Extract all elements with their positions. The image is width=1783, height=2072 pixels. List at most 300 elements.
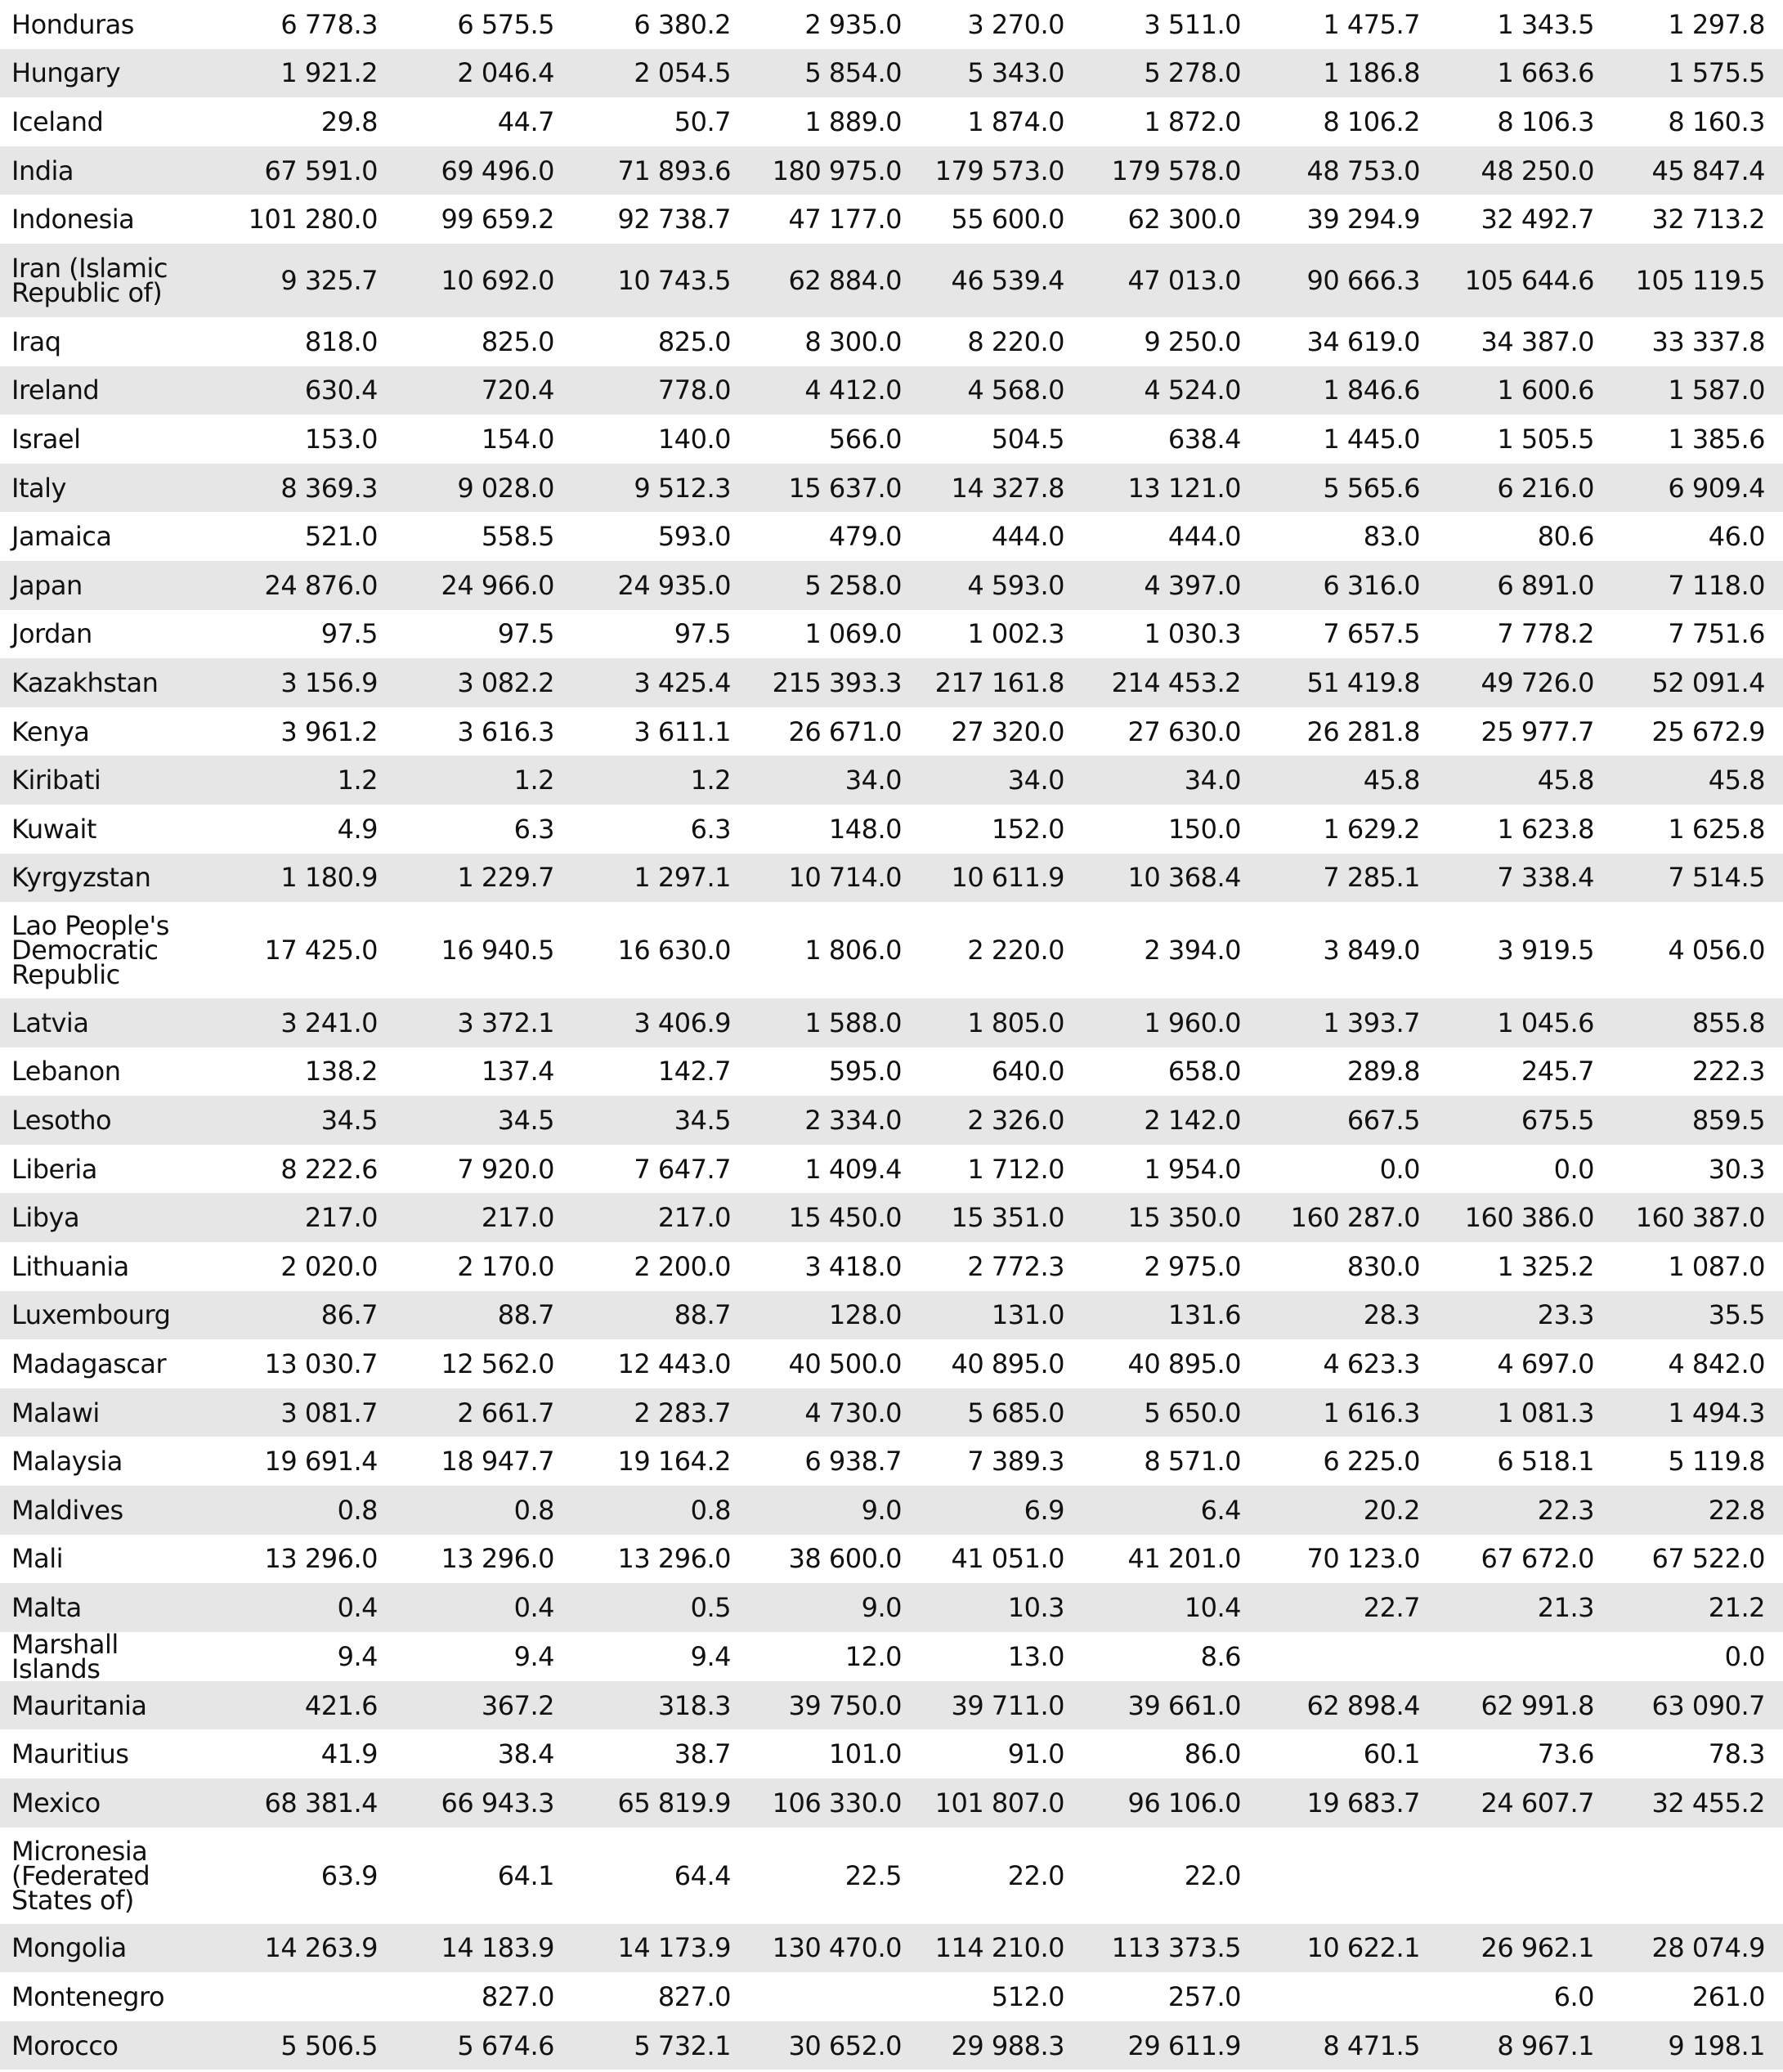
value-cell: 55 600.0 <box>951 204 1064 235</box>
value-cell: 22.7 <box>1259 1583 1438 1632</box>
value-cell: 214 453.2 <box>1082 658 1259 707</box>
value-cell: 15 351.0 <box>920 1193 1082 1242</box>
value-cell: 12.0 <box>844 1640 902 1672</box>
value-cell: 10 368.4 <box>1082 854 1259 903</box>
value-cell: 49 726.0 <box>1438 658 1612 707</box>
value-cell: 9.4 <box>337 1640 378 1672</box>
value-cell: 20.2 <box>1259 1486 1438 1535</box>
value-cell: 179 573.0 <box>920 146 1082 195</box>
value-cell: 1 069.0 <box>804 618 902 650</box>
value-cell: 3 919.5 <box>1497 935 1594 966</box>
value-cell: 97.5 <box>674 618 731 650</box>
value-cell: 13 296.0 <box>617 1543 731 1575</box>
value-cell: 46.0 <box>1708 521 1765 553</box>
value-cell: 131.6 <box>1082 1291 1259 1340</box>
value-cell: 7 389.3 <box>967 1446 1064 1478</box>
value-cell: 19 683.7 <box>1259 1778 1438 1828</box>
table-row <box>0 854 1783 903</box>
value-cell: 40 500.0 <box>788 1348 902 1380</box>
value-cell: 4 697.0 <box>1497 1348 1594 1380</box>
table-row <box>0 1828 1783 1924</box>
value-cell: 3 270.0 <box>967 8 1064 40</box>
country-cell: Israel <box>11 423 81 455</box>
value-cell <box>1612 1828 1783 1924</box>
value-cell: 138.2 <box>304 1056 378 1088</box>
value-cell: 22.8 <box>1612 1486 1783 1535</box>
value-cell: 22.5 <box>844 1859 902 1891</box>
value-cell: 67 522.0 <box>1651 1543 1765 1575</box>
value-cell: 2 283.7 <box>572 1388 749 1437</box>
value-cell: 51 419.8 <box>1259 658 1438 707</box>
value-cell: 2 220.0 <box>967 935 1064 966</box>
value-cell: 0.5 <box>572 1583 749 1632</box>
value-cell: 830.0 <box>1346 1250 1420 1282</box>
value-cell: 62 991.8 <box>1438 1681 1612 1730</box>
value-cell: 1 475.7 <box>1323 8 1420 40</box>
country-cell: Lithuania <box>11 1250 129 1282</box>
value-cell: 825.0 <box>481 325 554 357</box>
value-cell: 1 623.8 <box>1497 813 1594 845</box>
value-cell: 26 281.8 <box>1306 715 1420 747</box>
value-cell: 153.0 <box>304 423 378 455</box>
country-cell: Mongolia <box>0 1924 222 1973</box>
value-cell: 5 278.0 <box>1082 49 1259 98</box>
value-cell: 4 524.0 <box>1082 366 1259 415</box>
country-cell: India <box>0 146 222 195</box>
country-cell: Lebanon <box>11 1056 121 1088</box>
value-cell: 0.8 <box>572 1486 749 1535</box>
value-cell: 25 672.9 <box>1651 715 1765 747</box>
value-cell: 29 611.9 <box>1082 2021 1259 2070</box>
value-cell: 44.7 <box>497 105 554 137</box>
value-cell: 566.0 <box>828 423 902 455</box>
value-cell: 289.8 <box>1346 1056 1420 1088</box>
value-cell: 8 369.3 <box>222 464 396 513</box>
value-cell: 10 692.0 <box>396 244 572 317</box>
value-cell: 1 325.2 <box>1497 1250 1594 1282</box>
value-cell: 2 326.0 <box>920 1096 1082 1145</box>
value-cell: 150.0 <box>1167 813 1241 845</box>
value-cell: 71 893.6 <box>572 146 749 195</box>
value-cell: 65 819.9 <box>572 1778 749 1828</box>
value-cell: 131.0 <box>920 1291 1082 1340</box>
value-cell: 7 285.1 <box>1259 854 1438 903</box>
value-cell: 32 455.2 <box>1612 1778 1783 1828</box>
value-cell: 9 512.3 <box>572 464 749 513</box>
value-cell: 1 087.0 <box>1668 1250 1765 1282</box>
value-cell: 35.5 <box>1612 1291 1783 1340</box>
value-cell: 15 637.0 <box>749 464 920 513</box>
value-cell: 13 121.0 <box>1082 464 1259 513</box>
value-cell: 658.0 <box>1167 1056 1241 1088</box>
value-cell: 88.7 <box>572 1291 749 1340</box>
value-cell: 1 002.3 <box>967 618 1064 650</box>
value-cell: 34 387.0 <box>1481 325 1594 357</box>
country-cell: Mauritania <box>0 1681 222 1730</box>
value-cell: 1 616.3 <box>1259 1388 1438 1437</box>
value-cell: 101.0 <box>828 1738 902 1770</box>
value-cell: 39 661.0 <box>1082 1681 1259 1730</box>
table-row <box>0 1291 1783 1340</box>
value-cell: 675.5 <box>1438 1096 1612 1145</box>
value-cell: 558.5 <box>481 521 554 553</box>
value-cell: 1 393.7 <box>1259 998 1438 1047</box>
value-cell: 8 967.1 <box>1438 2021 1612 2070</box>
value-cell: 1 663.6 <box>1438 49 1612 98</box>
value-cell: 10 743.5 <box>572 244 749 317</box>
value-cell: 855.8 <box>1612 998 1783 1047</box>
value-cell: 2 046.4 <box>396 49 572 98</box>
value-cell: 1 343.5 <box>1497 8 1594 40</box>
value-cell: 73.6 <box>1537 1738 1594 1770</box>
value-cell: 14 327.8 <box>920 464 1082 513</box>
value-cell: 5 674.6 <box>396 2021 572 2070</box>
value-cell: 479.0 <box>828 521 902 553</box>
value-cell: 130 470.0 <box>749 1924 920 1973</box>
value-cell: 7 118.0 <box>1612 561 1783 610</box>
value-cell: 63.9 <box>320 1859 378 1891</box>
value-cell: 13.0 <box>1007 1640 1064 1672</box>
value-cell: 1 385.6 <box>1668 423 1765 455</box>
country-cell: Latvia <box>0 998 222 1047</box>
value-cell: 8 160.3 <box>1668 105 1765 137</box>
value-cell: 18 947.7 <box>441 1446 554 1478</box>
value-cell: 2 334.0 <box>749 1096 920 1145</box>
value-cell: 7 514.5 <box>1612 854 1783 903</box>
country-cell: Jamaica <box>11 521 112 553</box>
value-cell: 14 173.9 <box>572 1924 749 1973</box>
value-cell: 1 297.1 <box>572 854 749 903</box>
value-cell: 504.5 <box>991 423 1064 455</box>
value-cell: 8 471.5 <box>1259 2021 1438 2070</box>
table-row <box>0 1486 1783 1535</box>
value-cell: 3 156.9 <box>222 658 396 707</box>
value-cell: 1 629.2 <box>1323 813 1420 845</box>
value-cell: 1 297.8 <box>1668 8 1765 40</box>
value-cell: 1 806.0 <box>804 935 902 966</box>
value-cell: 5 506.5 <box>222 2021 396 2070</box>
value-cell: 1 921.2 <box>222 49 396 98</box>
table-row <box>0 97 1783 146</box>
value-cell: 86.7 <box>222 1291 396 1340</box>
country-cell: Luxembourg <box>0 1291 222 1340</box>
value-cell: 24 966.0 <box>396 561 572 610</box>
value-cell: 86.0 <box>1184 1738 1241 1770</box>
value-cell: 2 054.5 <box>572 49 749 98</box>
value-cell: 10 611.9 <box>920 854 1082 903</box>
table-row <box>0 707 1783 756</box>
value-cell: 5 854.0 <box>749 49 920 98</box>
value-cell: 12 562.0 <box>441 1348 554 1380</box>
value-cell: 13 296.0 <box>441 1543 554 1575</box>
value-cell: 4 397.0 <box>1082 561 1259 610</box>
value-cell: 9 198.1 <box>1612 2021 1783 2070</box>
table-row <box>0 1972 1783 2021</box>
value-cell: 154.0 <box>481 423 554 455</box>
country-cell: Indonesia <box>11 204 135 235</box>
value-cell: 14 183.9 <box>396 1924 572 1973</box>
table-row <box>0 49 1783 98</box>
country-cell: Japan <box>0 561 222 610</box>
value-cell: 90 666.3 <box>1259 244 1438 317</box>
value-cell: 10 714.0 <box>749 854 920 903</box>
table-row <box>0 415 1783 464</box>
value-cell: 179 578.0 <box>1082 146 1259 195</box>
value-cell <box>1438 1632 1612 1681</box>
table-row <box>0 1729 1783 1778</box>
value-cell: 29.8 <box>320 105 378 137</box>
value-cell: 6 891.0 <box>1438 561 1612 610</box>
value-cell: 1 180.9 <box>222 854 396 903</box>
value-cell: 0.0 <box>1379 1153 1420 1185</box>
value-cell: 1 889.0 <box>804 105 902 137</box>
value-cell: 52 091.4 <box>1612 658 1783 707</box>
value-cell: 4 412.0 <box>749 366 920 415</box>
table-row <box>0 1339 1783 1388</box>
value-cell: 45.8 <box>1259 756 1438 805</box>
value-cell: 33 337.8 <box>1651 325 1765 357</box>
table-row <box>0 195 1783 244</box>
value-cell: 5 650.0 <box>1082 1388 1259 1437</box>
value-cell: 34.5 <box>572 1096 749 1145</box>
value-cell: 1 186.8 <box>1259 49 1438 98</box>
country-cell: Malawi <box>0 1388 222 1437</box>
value-cell: 25 977.7 <box>1481 715 1594 747</box>
value-cell: 818.0 <box>304 325 378 357</box>
table-row <box>0 2021 1783 2070</box>
country-cell: Malta <box>0 1583 222 1632</box>
country-cell: Marshall Islands <box>11 1631 119 1681</box>
table-row <box>0 366 1783 415</box>
value-cell: 5 343.0 <box>920 49 1082 98</box>
value-cell: 32 713.2 <box>1651 204 1765 235</box>
value-cell: 827.0 <box>481 1980 554 2012</box>
value-cell <box>1438 1828 1612 1924</box>
value-cell: 63 090.7 <box>1612 1681 1783 1730</box>
value-cell: 630.4 <box>222 366 396 415</box>
value-cell: 114 210.0 <box>920 1924 1082 1973</box>
value-cell: 62 898.4 <box>1259 1681 1438 1730</box>
value-cell <box>1259 1632 1438 1681</box>
value-cell: 160 287.0 <box>1259 1193 1438 1242</box>
value-cell: 720.4 <box>396 366 572 415</box>
country-cell: Kenya <box>11 715 90 747</box>
value-cell: 8 300.0 <box>804 325 902 357</box>
value-cell: 521.0 <box>304 521 378 553</box>
value-cell: 9 325.7 <box>222 244 396 317</box>
value-cell: 152.0 <box>991 813 1064 845</box>
value-cell: 13 296.0 <box>264 1543 378 1575</box>
value-cell: 6.4 <box>1082 1486 1259 1535</box>
value-cell: 3 425.4 <box>572 658 749 707</box>
table-row <box>0 1681 1783 1730</box>
value-cell: 512.0 <box>991 1980 1064 2012</box>
value-cell: 142.7 <box>657 1056 731 1088</box>
value-cell: 215 393.3 <box>749 658 920 707</box>
value-cell: 38 600.0 <box>788 1543 902 1575</box>
value-cell: 4 568.0 <box>920 366 1082 415</box>
value-cell: 46 539.4 <box>920 244 1082 317</box>
value-cell: 217 161.8 <box>920 658 1082 707</box>
value-cell: 29 988.3 <box>920 2021 1082 2070</box>
value-cell: 6 316.0 <box>1259 561 1438 610</box>
table-row <box>0 1145 1783 1194</box>
value-cell: 19 164.2 <box>617 1446 731 1478</box>
value-cell: 106 330.0 <box>749 1778 920 1828</box>
value-cell: 26 671.0 <box>788 715 902 747</box>
country-cell: Mali <box>11 1543 63 1575</box>
value-cell: 6 909.4 <box>1612 464 1783 513</box>
value-cell: 1 575.5 <box>1612 49 1783 98</box>
value-cell: 859.5 <box>1612 1096 1783 1145</box>
value-cell: 778.0 <box>572 366 749 415</box>
value-cell: 69 496.0 <box>396 146 572 195</box>
value-cell: 62 300.0 <box>1127 204 1241 235</box>
value-cell: 3 616.3 <box>457 715 554 747</box>
table-row <box>0 1388 1783 1437</box>
value-cell: 6 216.0 <box>1438 464 1612 513</box>
value-cell: 1.2 <box>396 756 572 805</box>
country-cell: Ireland <box>0 366 222 415</box>
table-row <box>0 1583 1783 1632</box>
table-row <box>0 1437 1783 1486</box>
value-cell: 48 753.0 <box>1259 146 1438 195</box>
value-cell: 21.2 <box>1612 1583 1783 1632</box>
value-cell: 40 895.0 <box>1127 1348 1241 1380</box>
value-cell: 5 565.6 <box>1259 464 1438 513</box>
value-cell: 21.3 <box>1438 1583 1612 1632</box>
value-cell: 8 220.0 <box>967 325 1064 357</box>
country-cell: Micronesia (Federated States of) <box>11 1835 150 1916</box>
value-cell: 1 409.4 <box>804 1153 902 1185</box>
value-cell: 6.3 <box>690 813 731 845</box>
value-cell: 34.0 <box>1082 756 1259 805</box>
country-cell: Liberia <box>11 1153 97 1185</box>
value-cell: 9.0 <box>749 1486 920 1535</box>
value-cell: 6 380.2 <box>634 8 731 40</box>
country-cell: Kiribati <box>0 756 222 805</box>
value-cell: 34.5 <box>222 1096 396 1145</box>
value-cell: 39 750.0 <box>749 1681 920 1730</box>
value-cell: 67 672.0 <box>1481 1543 1594 1575</box>
value-cell: 160 386.0 <box>1438 1193 1612 1242</box>
value-cell: 39 711.0 <box>920 1681 1082 1730</box>
value-cell: 3 961.2 <box>280 715 378 747</box>
value-cell: 1.2 <box>572 756 749 805</box>
value-cell: 8 222.6 <box>280 1153 378 1185</box>
value-cell: 67 591.0 <box>222 146 396 195</box>
value-cell: 1 874.0 <box>967 105 1064 137</box>
value-cell: 47 177.0 <box>788 204 902 235</box>
country-cell: Italy <box>0 464 222 513</box>
value-cell: 30 652.0 <box>749 2021 920 2070</box>
value-cell: 1 805.0 <box>920 998 1082 1047</box>
value-cell: 70 123.0 <box>1306 1543 1420 1575</box>
table-row <box>0 658 1783 707</box>
country-cell: Maldives <box>0 1486 222 1535</box>
value-cell: 4 056.0 <box>1668 935 1765 966</box>
value-cell: 12 443.0 <box>617 1348 731 1380</box>
value-cell: 1 081.3 <box>1438 1388 1612 1437</box>
value-cell: 8.6 <box>1200 1640 1241 1672</box>
value-cell: 50.7 <box>674 105 731 137</box>
table-row <box>0 1924 1783 1973</box>
value-cell: 444.0 <box>1167 521 1241 553</box>
value-cell: 0.0 <box>1724 1640 1765 1672</box>
value-cell: 4 842.0 <box>1668 1348 1765 1380</box>
value-cell: 62 884.0 <box>749 244 920 317</box>
value-cell: 41 201.0 <box>1127 1543 1241 1575</box>
value-cell: 99 659.2 <box>441 204 554 235</box>
value-cell: 39 294.9 <box>1306 204 1420 235</box>
value-cell: 6 225.0 <box>1323 1446 1420 1478</box>
value-cell: 92 738.7 <box>617 204 731 235</box>
value-cell: 222.3 <box>1691 1056 1765 1088</box>
value-cell: 367.2 <box>396 1681 572 1730</box>
value-cell: 28.3 <box>1259 1291 1438 1340</box>
value-cell: 41.9 <box>320 1738 378 1770</box>
value-cell: 97.5 <box>320 618 378 650</box>
value-cell: 1 445.0 <box>1323 423 1420 455</box>
value-cell: 10.3 <box>920 1583 1082 1632</box>
country-cell: Mexico <box>0 1778 222 1828</box>
value-cell: 97.5 <box>497 618 554 650</box>
value-cell: 22.3 <box>1438 1486 1612 1535</box>
value-cell: 1 625.8 <box>1668 813 1765 845</box>
value-cell: 3 372.1 <box>396 998 572 1047</box>
value-cell: 1 045.6 <box>1438 998 1612 1047</box>
value-cell: 5 258.0 <box>749 561 920 610</box>
value-cell: 91.0 <box>1007 1738 1064 1770</box>
value-cell: 40 895.0 <box>951 1348 1064 1380</box>
value-cell: 128.0 <box>749 1291 920 1340</box>
country-cell: Kazakhstan <box>0 658 222 707</box>
value-cell: 217.0 <box>222 1193 396 1242</box>
value-cell: 257.0 <box>1167 1980 1241 2012</box>
value-cell: 4.9 <box>337 813 378 845</box>
table-row <box>0 1242 1783 1291</box>
value-cell: 1 587.0 <box>1612 366 1783 415</box>
value-cell: 0.0 <box>1553 1153 1594 1185</box>
table-row <box>0 512 1783 561</box>
country-cell: Iceland <box>11 105 104 137</box>
table-row <box>0 1096 1783 1145</box>
value-cell: 15 350.0 <box>1082 1193 1259 1242</box>
country-cell: Libya <box>0 1193 222 1242</box>
country-cell: Kyrgyzstan <box>0 854 222 903</box>
value-cell: 6.3 <box>513 813 554 845</box>
value-cell: 2 394.0 <box>1144 935 1241 966</box>
value-cell: 1 030.3 <box>1144 618 1241 650</box>
value-cell: 34.5 <box>396 1096 572 1145</box>
value-cell: 825.0 <box>657 325 731 357</box>
value-cell: 6 575.5 <box>457 8 554 40</box>
table-row <box>0 998 1783 1047</box>
value-cell: 7 778.2 <box>1497 618 1594 650</box>
value-cell: 80.6 <box>1537 521 1594 553</box>
country-cell: Iran (Islamic Republic of) <box>0 244 222 317</box>
value-cell <box>1259 1972 1438 2021</box>
value-cell: 160 387.0 <box>1612 1193 1783 1242</box>
value-cell: 3 081.7 <box>222 1388 396 1437</box>
value-cell: 10.4 <box>1082 1583 1259 1632</box>
value-cell: 7 920.0 <box>457 1153 554 1185</box>
value-cell: 3 406.9 <box>572 998 749 1047</box>
table-row <box>0 0 1783 49</box>
value-cell: 2 200.0 <box>634 1250 731 1282</box>
value-cell: 3 082.2 <box>396 658 572 707</box>
value-cell: 8 106.3 <box>1497 105 1594 137</box>
